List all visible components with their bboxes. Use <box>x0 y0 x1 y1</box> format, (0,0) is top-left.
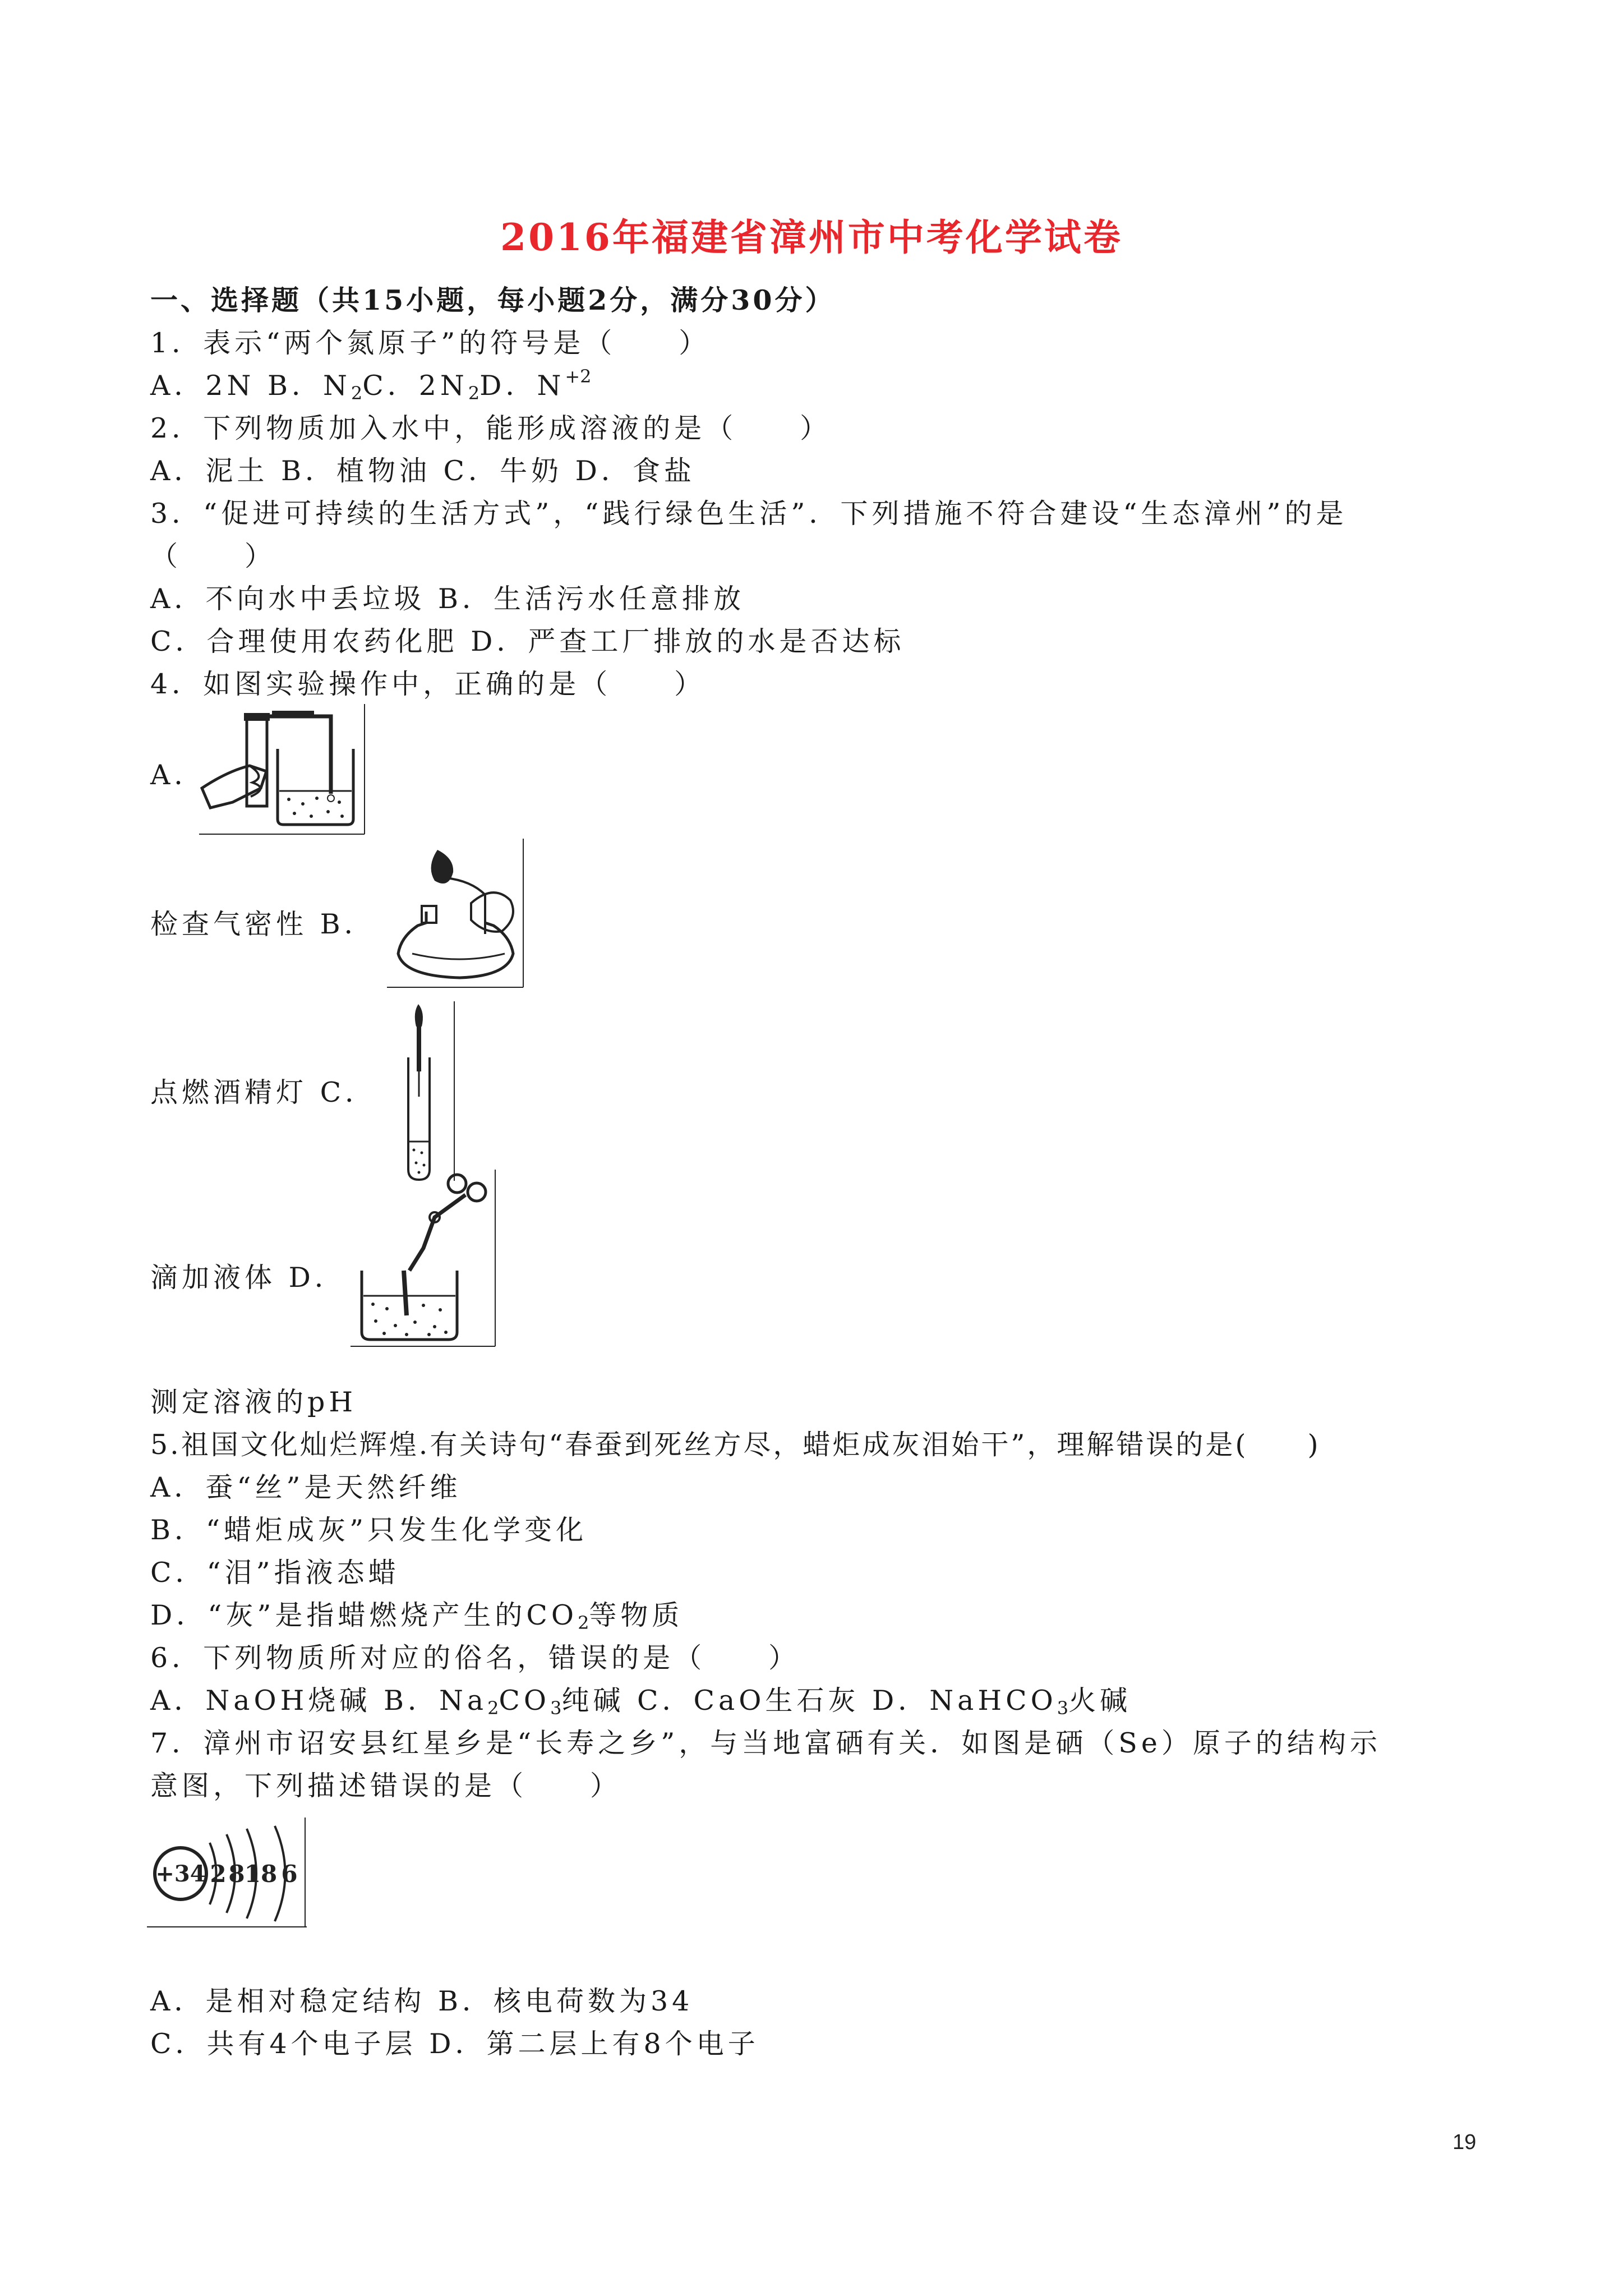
q5-option-b: B．“蜡炬成灰”只发生化学变化 <box>150 1514 588 1546</box>
q3-stem: 3．“促进可持续的生活方式”，“践行绿色生活”．下列措施不符合建设“生态漳州”的是 <box>150 498 1348 530</box>
q4-caption-d: 测定溶液的pH <box>150 1386 357 1418</box>
page-number: 19 <box>1453 2131 1477 2154</box>
q2-stem: 2．下列物质加入水中，能形成溶液的是（ ） <box>150 412 832 444</box>
q5-option-a: A．蚕“丝”是天然纤维 <box>150 1471 462 1503</box>
shell-4-count: 6 <box>281 1860 298 1888</box>
q5-option-c: C．“泪”指液态蜡 <box>150 1557 400 1589</box>
q4-caption-a-b: 检查气密性 B． <box>150 908 376 940</box>
q7-options-ab: A．是相对稳定结构 B．核电荷数为34 <box>150 1985 694 2017</box>
q4-caption-c-d: 滴加液体 D． <box>150 1262 346 1294</box>
q6-stem: 6．下列物质所对应的俗名，错误的是（ ） <box>150 1642 800 1674</box>
q1-options: A．2N B．$N_2C$．$2N_2D$．$N^{+2}$ <box>150 366 592 404</box>
q4-caption-b-c: 点燃酒精灯 C． <box>150 1076 377 1108</box>
airtightness-check-figure <box>199 704 367 836</box>
q7-stem-line1: 7．漳州市诏安县红星乡是“长寿之乡”，与当地富硒有关．如图是硒（Se）原子的结构示 <box>150 1727 1381 1759</box>
nucleus-charge: +34 <box>155 1861 206 1887</box>
q1-stem: 1．表示“两个氮原子”的符号是（ ） <box>150 327 711 359</box>
q4-label-a: A． <box>150 759 206 791</box>
q2-options: A．泥土 B．植物油 C．牛奶 D．食盐 <box>150 455 695 487</box>
selenium-atom-diagram <box>147 1818 310 1930</box>
ph-test-figure <box>351 1170 499 1349</box>
section-heading: 一、选择题（共15小题，每小题2分，满分30分） <box>150 284 836 316</box>
q4-stem: 4．如图实验操作中，正确的是（ ） <box>150 668 706 700</box>
exam-title: 2016年福建省漳州市中考化学试卷 <box>500 215 1123 259</box>
dropper-figure <box>387 1001 460 1184</box>
shell-3-count: 18 <box>244 1860 278 1888</box>
shell-1-count: 2 <box>210 1860 227 1888</box>
q5-stem: 5.祖国文化灿烂辉煌.有关诗句“春蚕到死丝方尽，蜡炬成灰泪始干”，理解错误的是( ) <box>150 1429 1321 1461</box>
shell-2-count: 8 <box>228 1860 245 1888</box>
q3-options-cd: C．合理使用农药化肥 D．严查工厂排放的水是否达标 <box>150 625 905 657</box>
q6-options: A．NaOH烧碱 B．$Na_2CO_3$纯碱 C．CaO生石灰 D．NaHCO$_3$火碱 <box>150 1685 1132 1719</box>
q3-paren: （ ） <box>150 540 276 572</box>
alcohol-lamp-figure <box>387 839 527 990</box>
q5-option-d: D．“灰”是指蜡燃烧产生的$CO_2$等物质 <box>150 1599 684 1634</box>
q7-options-cd: C．共有4个电子层 D．第二层上有8个电子 <box>150 2028 759 2060</box>
q3-options-ab: A．不向水中丢垃圾 B．生活污水任意排放 <box>150 583 745 615</box>
q7-stem-line2: 意图，下列描述错误的是（ ） <box>150 1770 622 1802</box>
